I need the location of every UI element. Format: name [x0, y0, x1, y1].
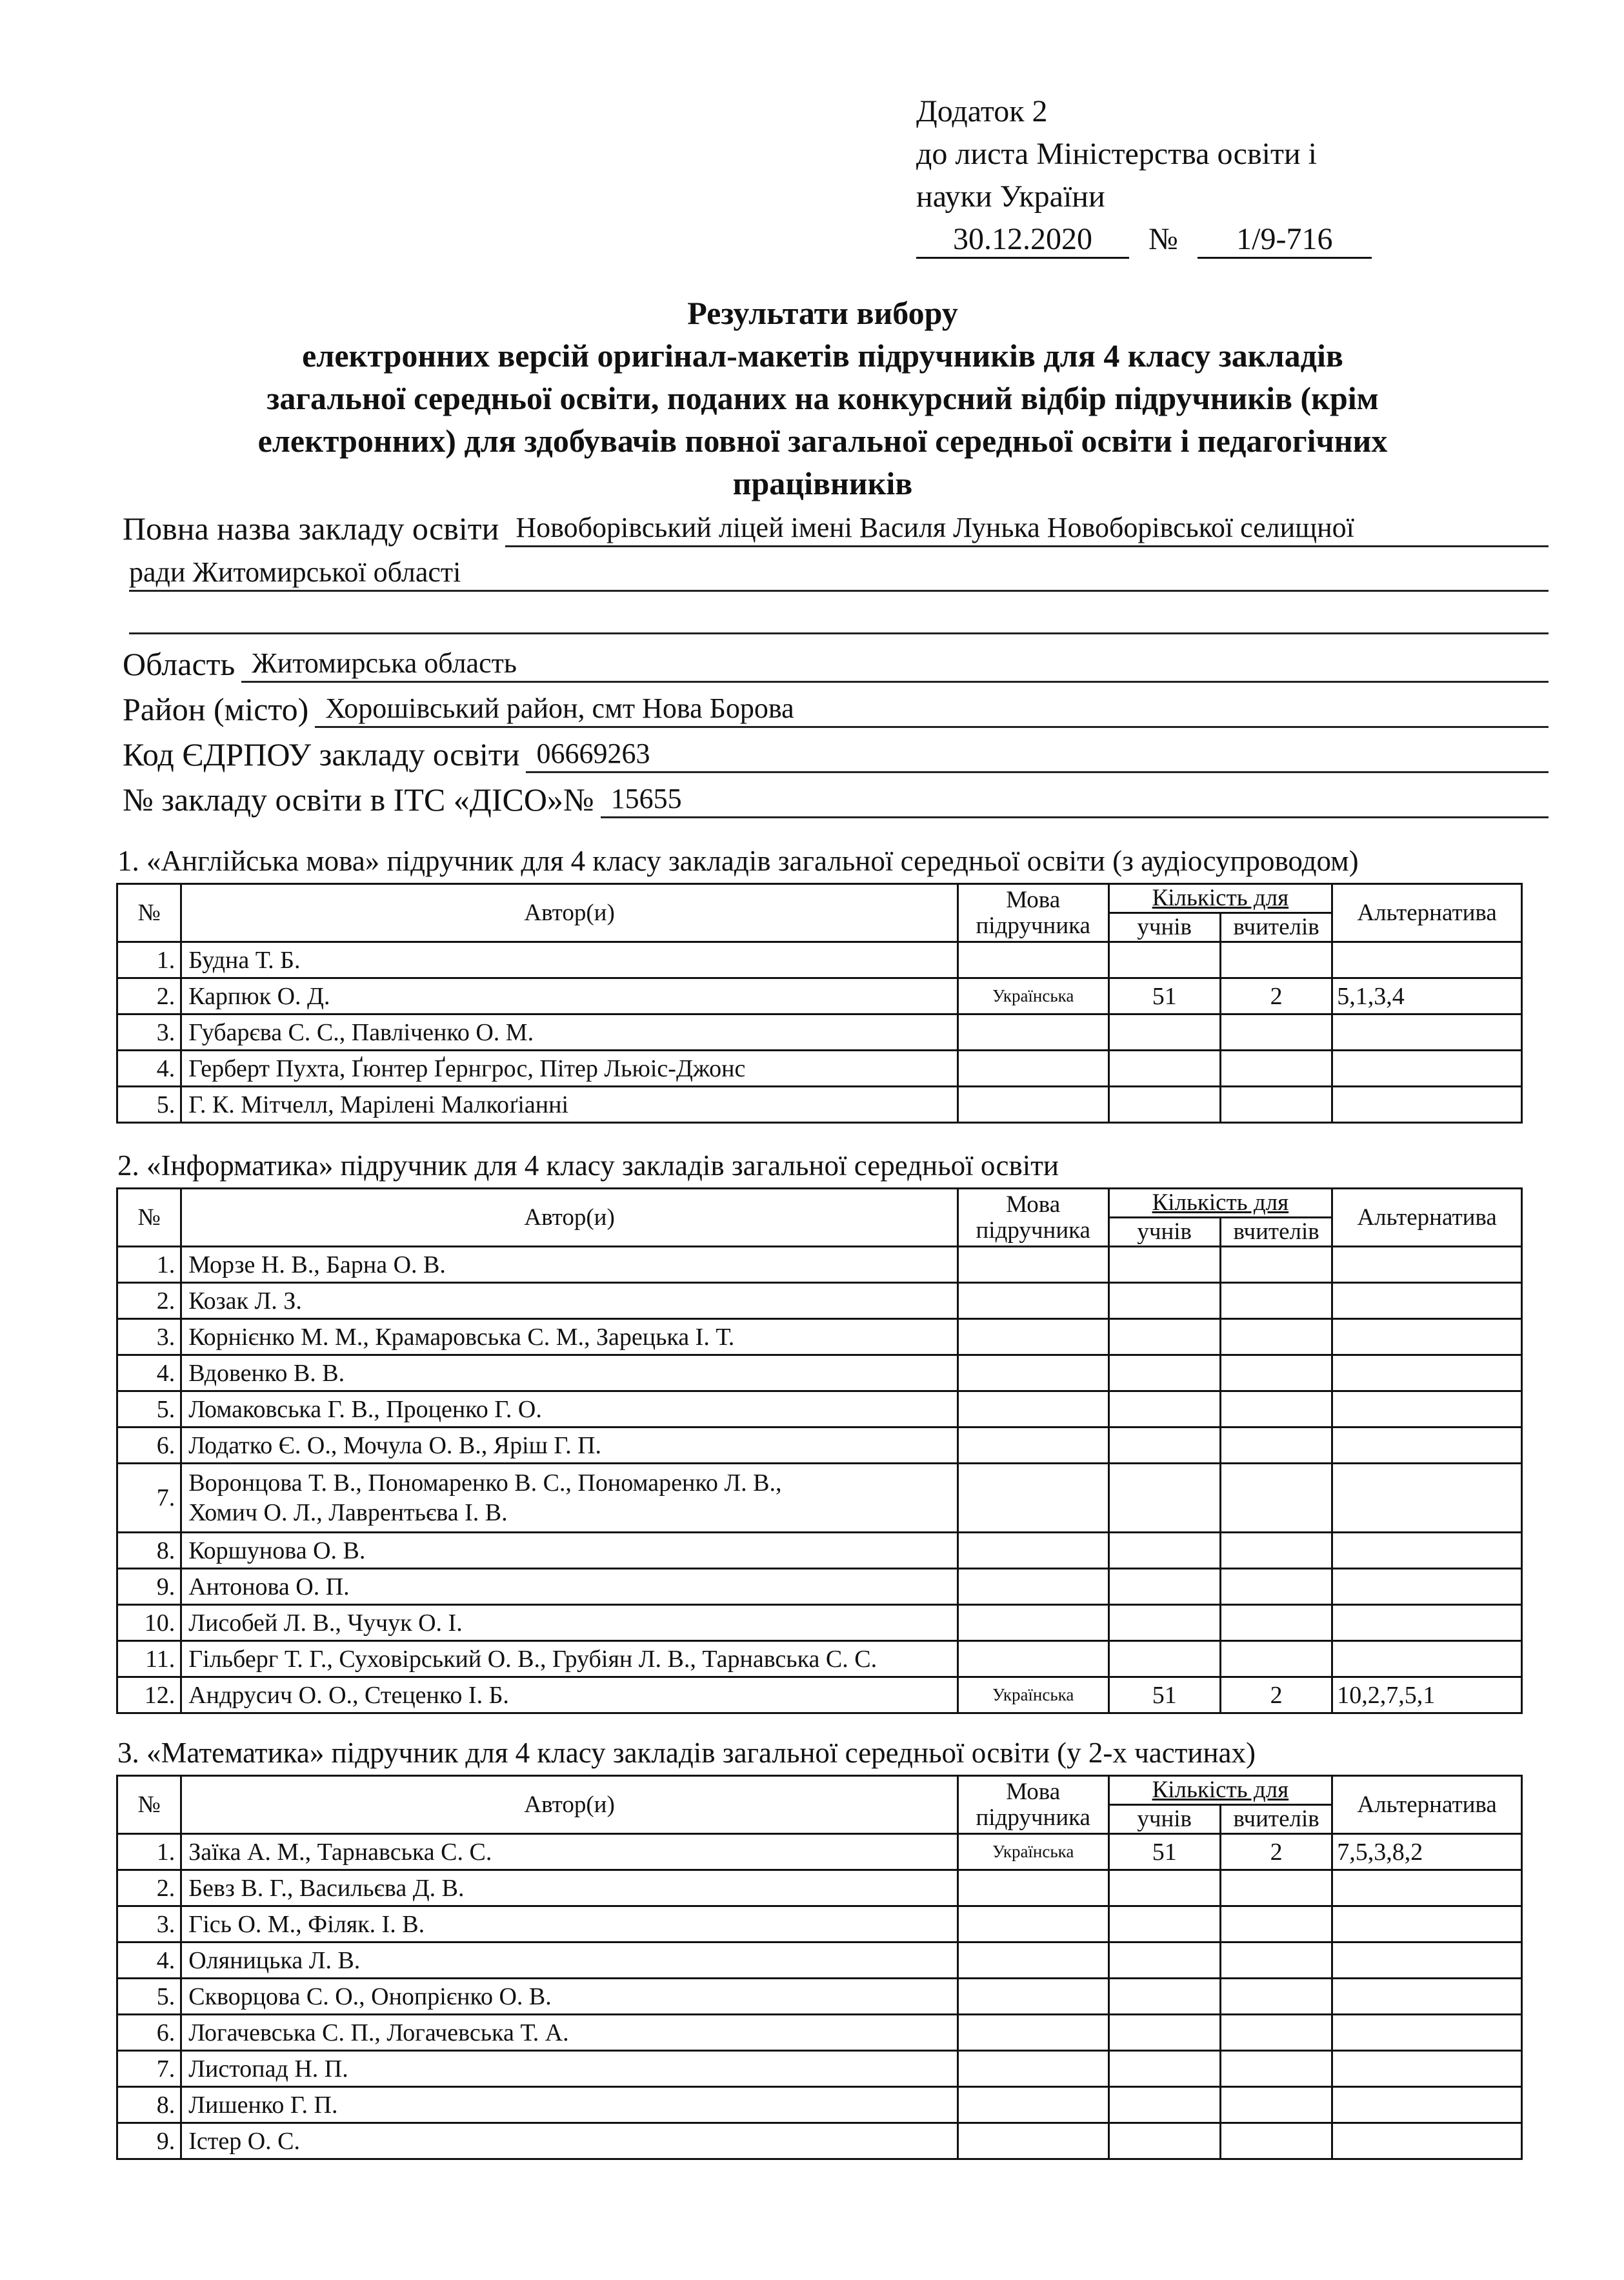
row-alternative: 7,5,3,8,2	[1332, 1834, 1522, 1870]
row-teachers	[1220, 1464, 1332, 1533]
row-author-line: Карпюк О. Д.	[188, 982, 330, 1010]
row-author-line: Козак Л. З.	[188, 1287, 302, 1315]
row-alternative	[1332, 1870, 1522, 1906]
header-language-line2: підручника	[976, 1804, 1090, 1831]
row-number: 8.	[117, 2087, 181, 2123]
header-quantity: Кількість для	[1108, 1776, 1332, 1805]
header-author: Автор(и)	[181, 884, 958, 942]
row-number: 3.	[117, 1014, 181, 1051]
row-author-line: Вдовенко В. В.	[188, 1359, 345, 1387]
row-author	[181, 2123, 958, 2159]
header-quantity: Кількість для	[1108, 884, 1332, 913]
table-row	[117, 1355, 1522, 1391]
row-author-line: Бевз В. Г., Васильєва Д. В.	[188, 1874, 465, 1902]
header-language-line1: Мова	[1006, 886, 1061, 913]
addendum-line2: до листа Міністерства освіти і	[916, 137, 1317, 171]
table-row	[117, 1979, 1522, 2015]
row-author-line: Коршунова О. В.	[188, 1537, 366, 1564]
row-alternative: 5,1,3,4	[1332, 978, 1522, 1014]
region-field	[123, 645, 1549, 683]
row-number: 1.	[117, 942, 181, 978]
table-row	[117, 2051, 1522, 2087]
row-author	[181, 1834, 958, 1870]
row-number: 2.	[117, 1283, 181, 1319]
row-teachers	[1220, 2015, 1332, 2051]
row-alternative	[1332, 1355, 1522, 1391]
row-author-line: Воронцова Т. В., Пономаренко В. С., Пономаренко Л. В.,	[188, 1469, 782, 1497]
row-teachers	[1220, 1906, 1332, 1942]
row-author	[181, 1355, 958, 1391]
row-students	[1108, 1247, 1220, 1283]
row-number: 8.	[117, 1533, 181, 1569]
row-number: 3.	[117, 1319, 181, 1355]
row-author	[181, 1247, 958, 1283]
row-author-line: Гісь О. М., Філяк. І. В.	[188, 1910, 425, 1938]
itc-label: № закладу освіти в ІТС «ДІСО»№	[123, 782, 594, 818]
row-teachers	[1220, 1355, 1332, 1391]
row-students	[1108, 1355, 1220, 1391]
row-language	[957, 942, 1108, 978]
row-author-line: Антонова О. П.	[188, 1573, 350, 1600]
row-teachers	[1220, 1087, 1332, 1123]
section-3-table	[116, 1775, 1523, 2160]
row-author	[181, 1979, 958, 2015]
row-language	[957, 2051, 1108, 2087]
header-alternative: Альтернатива	[1332, 1776, 1522, 1834]
section-1-table	[116, 883, 1523, 1124]
row-number: 7.	[117, 2051, 181, 2087]
header-language-line2: підручника	[976, 1216, 1090, 1244]
header-num: №	[117, 1776, 181, 1834]
district-value: Хорошівський район, смт Нова Борова	[315, 691, 1549, 728]
row-number: 7.	[117, 1464, 181, 1533]
table-row	[117, 1247, 1522, 1283]
table-row	[117, 1428, 1522, 1464]
header-language	[957, 884, 1108, 942]
addendum-line3: науки України	[916, 179, 1105, 214]
row-author-line: Будна Т. Б.	[188, 946, 301, 974]
row-students	[1108, 1942, 1220, 1979]
row-alternative	[1332, 942, 1522, 978]
row-students	[1108, 1283, 1220, 1319]
row-students	[1108, 1464, 1220, 1533]
row-author	[181, 2087, 958, 2123]
row-students	[1108, 1641, 1220, 1677]
institution-field-cont	[129, 555, 1549, 592]
row-students	[1108, 1014, 1220, 1051]
row-teachers	[1220, 1051, 1332, 1087]
header-students: учнів	[1108, 1805, 1220, 1834]
row-author	[181, 1942, 958, 1979]
row-students	[1108, 1870, 1220, 1906]
row-author-line: Лодатко Є. О., Мочула О. В., Яріш Г. П.	[188, 1431, 602, 1459]
institution-label: Повна назва закладу освіти	[123, 510, 499, 547]
header-teachers: вчителів	[1220, 1805, 1332, 1834]
row-number: 5.	[117, 1391, 181, 1428]
table-row	[117, 1464, 1522, 1533]
header-teachers: вчителів	[1220, 1218, 1332, 1247]
document-title	[97, 292, 1549, 505]
row-number: 4.	[117, 1942, 181, 1979]
row-students: 51	[1108, 978, 1220, 1014]
table-row	[117, 1391, 1522, 1428]
table-row	[117, 2015, 1522, 2051]
row-author	[181, 1605, 958, 1641]
row-author	[181, 1906, 958, 1942]
row-students	[1108, 2015, 1220, 2051]
row-teachers	[1220, 1942, 1332, 1979]
row-language	[957, 1641, 1108, 1677]
row-language	[957, 2087, 1108, 2123]
row-teachers	[1220, 2051, 1332, 2087]
row-alternative	[1332, 2087, 1522, 2123]
table-row	[117, 1051, 1522, 1087]
table-row	[117, 978, 1522, 1014]
row-language	[957, 1979, 1108, 2015]
row-teachers	[1220, 1283, 1332, 1319]
row-author-line: Корнієнко М. М., Крамаровська С. М., Зарецька І. Т.	[188, 1323, 735, 1351]
row-alternative	[1332, 1906, 1522, 1942]
region-label: Область	[123, 646, 236, 682]
row-teachers	[1220, 1391, 1332, 1428]
table-row	[117, 1014, 1522, 1051]
row-number: 5.	[117, 1087, 181, 1123]
row-language	[957, 1942, 1108, 1979]
row-alternative	[1332, 1942, 1522, 1979]
table-row	[117, 1870, 1522, 1906]
table-row	[117, 1834, 1522, 1870]
row-author	[181, 1283, 958, 1319]
row-number: 4.	[117, 1051, 181, 1087]
row-author	[181, 978, 958, 1014]
section-1-heading: 1. «Англійська мова» підручник для 4 класу закладів загальної середньої освіти (з аудіосупроводом)	[117, 845, 1359, 877]
row-number: 2.	[117, 978, 181, 1014]
edrpou-field	[123, 736, 1549, 773]
row-author-line: Листопад Н. П.	[188, 2055, 348, 2083]
row-author-line: Г. К. Мітчелл, Марілені Малкоґіанні	[188, 1091, 569, 1118]
row-language: Українська	[957, 978, 1108, 1014]
row-author-line: Скворцова С. О., Онопрієнко О. В.	[188, 1982, 552, 2010]
header-language-line1: Мова	[1006, 1191, 1061, 1218]
table-row	[117, 1605, 1522, 1641]
row-author-line: Лишенко Г. П.	[188, 2091, 338, 2119]
edrpou-label: Код ЄДРПОУ закладу освіти	[123, 736, 520, 772]
row-author	[181, 1051, 958, 1087]
row-students	[1108, 1569, 1220, 1605]
row-alternative	[1332, 1391, 1522, 1428]
table-row	[117, 1087, 1522, 1123]
table-row	[117, 1283, 1522, 1319]
row-language	[957, 1464, 1108, 1533]
row-author-line: Оляницька Л. В.	[188, 1946, 361, 1974]
table-row	[117, 1569, 1522, 1605]
row-language	[957, 1569, 1108, 1605]
row-alternative	[1332, 2015, 1522, 2051]
row-teachers	[1220, 942, 1332, 978]
header-alternative: Альтернатива	[1332, 884, 1522, 942]
row-teachers	[1220, 1641, 1332, 1677]
header-alternative: Альтернатива	[1332, 1189, 1522, 1247]
row-alternative	[1332, 1533, 1522, 1569]
row-students	[1108, 1979, 1220, 2015]
row-language	[957, 1391, 1108, 1428]
row-teachers: 2	[1220, 1677, 1332, 1713]
header-num: №	[117, 1189, 181, 1247]
row-author-line-2: Хомич О. Л., Лаврентьєва І. В.	[188, 1499, 508, 1526]
row-author-line: Істер О. С.	[188, 2127, 300, 2155]
row-alternative	[1332, 2051, 1522, 2087]
row-alternative: 10,2,7,5,1	[1332, 1677, 1522, 1713]
section-3-heading: 3. «Математика» підручник для 4 класу закладів загальної середньої освіти (у 2-х частинах)	[117, 1737, 1256, 1769]
table-row	[117, 1942, 1522, 1979]
row-teachers	[1220, 1319, 1332, 1355]
section-2-heading: 2. «Інформатика» підручник для 4 класу закладів загальної середньої освіти	[117, 1149, 1059, 1182]
header-students: учнів	[1108, 1218, 1220, 1247]
row-number: 2.	[117, 1870, 181, 1906]
header-teachers: вчителів	[1220, 913, 1332, 942]
row-number: 9.	[117, 2123, 181, 2159]
table-header-row	[117, 1776, 1522, 1805]
header-author: Автор(и)	[181, 1776, 958, 1834]
row-students	[1108, 2051, 1220, 2087]
row-author-line: Лисобей Л. В., Чучук О. І.	[188, 1609, 463, 1637]
row-language	[957, 1283, 1108, 1319]
row-language	[957, 2015, 1108, 2051]
row-teachers	[1220, 1533, 1332, 1569]
row-students: 51	[1108, 1834, 1220, 1870]
row-language	[957, 1087, 1108, 1123]
row-language	[957, 1428, 1108, 1464]
row-author-line: Андрусич О. О., Стеценко І. Б.	[188, 1681, 509, 1709]
row-students	[1108, 942, 1220, 978]
table-row	[117, 1641, 1522, 1677]
row-alternative	[1332, 1464, 1522, 1533]
row-language	[957, 2123, 1108, 2159]
itc-value: 15655	[601, 782, 1549, 818]
section-2-table	[116, 1187, 1523, 1714]
header-language-line1: Мова	[1006, 1778, 1061, 1805]
table-row	[117, 1677, 1522, 1713]
row-alternative	[1332, 1051, 1522, 1087]
row-language: Українська	[957, 1834, 1108, 1870]
row-author	[181, 1533, 958, 1569]
header-language-line2: підручника	[976, 912, 1090, 939]
row-number: 4.	[117, 1355, 181, 1391]
row-author-line: Герберт Пухта, Ґюнтер Ґернгрос, Пітер Льюіс-Джонс	[188, 1054, 746, 1082]
row-author	[181, 942, 958, 978]
header-author: Автор(и)	[181, 1189, 958, 1247]
row-author	[181, 1087, 958, 1123]
table-row	[117, 2123, 1522, 2159]
row-teachers	[1220, 1569, 1332, 1605]
row-author	[181, 2051, 958, 2087]
row-alternative	[1332, 1247, 1522, 1283]
table-header-row	[117, 1189, 1522, 1218]
row-teachers	[1220, 2123, 1332, 2159]
addendum-block	[916, 90, 1372, 261]
row-alternative	[1332, 1641, 1522, 1677]
row-alternative	[1332, 1569, 1522, 1605]
table-header-row	[117, 884, 1522, 913]
addendum-number: 1/9-716	[1198, 222, 1372, 259]
row-number: 11.	[117, 1641, 181, 1677]
addendum-title: Додаток 2	[916, 94, 1048, 128]
header-quantity: Кількість для	[1108, 1189, 1332, 1218]
row-alternative	[1332, 1605, 1522, 1641]
row-students	[1108, 1087, 1220, 1123]
itc-field	[123, 781, 1549, 818]
row-number: 1.	[117, 1247, 181, 1283]
row-teachers	[1220, 1014, 1332, 1051]
row-language	[957, 1014, 1108, 1051]
header-language	[957, 1776, 1108, 1834]
row-author	[181, 1569, 958, 1605]
row-alternative	[1332, 1319, 1522, 1355]
institution-field	[123, 510, 1549, 547]
row-language	[957, 1051, 1108, 1087]
header-num: №	[117, 884, 181, 942]
row-teachers	[1220, 2087, 1332, 2123]
row-teachers	[1220, 1247, 1332, 1283]
row-number: 5.	[117, 1979, 181, 2015]
row-students	[1108, 1605, 1220, 1641]
row-alternative	[1332, 2123, 1522, 2159]
row-teachers	[1220, 1870, 1332, 1906]
row-author	[181, 1641, 958, 1677]
row-author-line: Заїка А. М., Тарнавська С. С.	[188, 1838, 492, 1866]
row-author-line: Морзе Н. В., Барна О. В.	[188, 1251, 446, 1278]
row-number: 6.	[117, 1428, 181, 1464]
row-students	[1108, 2087, 1220, 2123]
table-row	[117, 1906, 1522, 1942]
blank-line	[129, 632, 1549, 634]
row-students	[1108, 1319, 1220, 1355]
row-author	[181, 2015, 958, 2051]
row-alternative	[1332, 1014, 1522, 1051]
addendum-date-line	[916, 218, 1372, 261]
row-teachers	[1220, 1428, 1332, 1464]
row-author	[181, 1464, 958, 1533]
header-students: учнів	[1108, 913, 1220, 942]
row-author	[181, 1319, 958, 1355]
row-alternative	[1332, 1428, 1522, 1464]
row-language	[957, 1319, 1108, 1355]
row-author	[181, 1428, 958, 1464]
row-students	[1108, 1428, 1220, 1464]
row-alternative	[1332, 1979, 1522, 2015]
header-language	[957, 1189, 1108, 1247]
row-teachers: 2	[1220, 978, 1332, 1014]
row-alternative	[1332, 1087, 1522, 1123]
row-teachers	[1220, 1605, 1332, 1641]
row-students: 51	[1108, 1677, 1220, 1713]
row-language	[957, 1247, 1108, 1283]
district-label: Район (місто)	[123, 691, 309, 727]
row-language	[957, 1533, 1108, 1569]
row-number: 12.	[117, 1677, 181, 1713]
row-number: 10.	[117, 1605, 181, 1641]
district-field	[123, 691, 1549, 728]
row-author-line: Ломаковська Г. В., Проценко Г. О.	[188, 1395, 542, 1423]
row-author-line: Губарєва С. С., Павліченко О. М.	[188, 1018, 534, 1046]
row-number: 3.	[117, 1906, 181, 1942]
title-line-4: електронних) для здобувачів повної загальної середньої освіти і педагогічних	[257, 423, 1388, 459]
row-students	[1108, 1051, 1220, 1087]
title-line-5: працівників	[732, 465, 913, 501]
row-author	[181, 1870, 958, 1906]
institution-value-cont: ради Житомирської області	[129, 555, 1549, 592]
edrpou-value: 06669263	[526, 736, 1549, 773]
row-language	[957, 1870, 1108, 1906]
title-line-1: Результати вибору	[687, 295, 958, 331]
row-language	[957, 1355, 1108, 1391]
row-author	[181, 1014, 958, 1051]
row-number: 6.	[117, 2015, 181, 2051]
row-teachers	[1220, 1979, 1332, 2015]
row-number: 9.	[117, 1569, 181, 1605]
table-row	[117, 1319, 1522, 1355]
row-students	[1108, 1906, 1220, 1942]
row-author-line: Гільберг Т. Г., Суховірський О. В., Грубіян Л. В., Тарнавська С. С.	[188, 1645, 877, 1673]
row-author	[181, 1391, 958, 1428]
row-students	[1108, 1533, 1220, 1569]
addendum-date: 30.12.2020	[916, 222, 1129, 259]
table-row	[117, 2087, 1522, 2123]
row-author	[181, 1677, 958, 1713]
row-alternative	[1332, 1283, 1522, 1319]
row-students	[1108, 2123, 1220, 2159]
region-value: Житомирська область	[241, 646, 1549, 683]
table-row	[117, 1533, 1522, 1569]
title-line-3: загальної середньої освіти, поданих на конкурсний відбір підручників (крім	[266, 380, 1379, 416]
row-language: Українська	[957, 1677, 1108, 1713]
row-language	[957, 1906, 1108, 1942]
row-number: 1.	[117, 1834, 181, 1870]
table-row	[117, 942, 1522, 978]
row-students	[1108, 1391, 1220, 1428]
row-language	[957, 1605, 1108, 1641]
row-teachers: 2	[1220, 1834, 1332, 1870]
addendum-number-sign: №	[1148, 222, 1178, 256]
title-line-2: електронних версій оригінал-макетів підручників для 4 класу закладів	[302, 338, 1343, 374]
row-author-line: Логачевська С. П., Логачевська Т. А.	[188, 2019, 569, 2046]
institution-value: Новоборівський ліцей імені Василя Лунька Новоборівської селищної	[505, 510, 1549, 547]
